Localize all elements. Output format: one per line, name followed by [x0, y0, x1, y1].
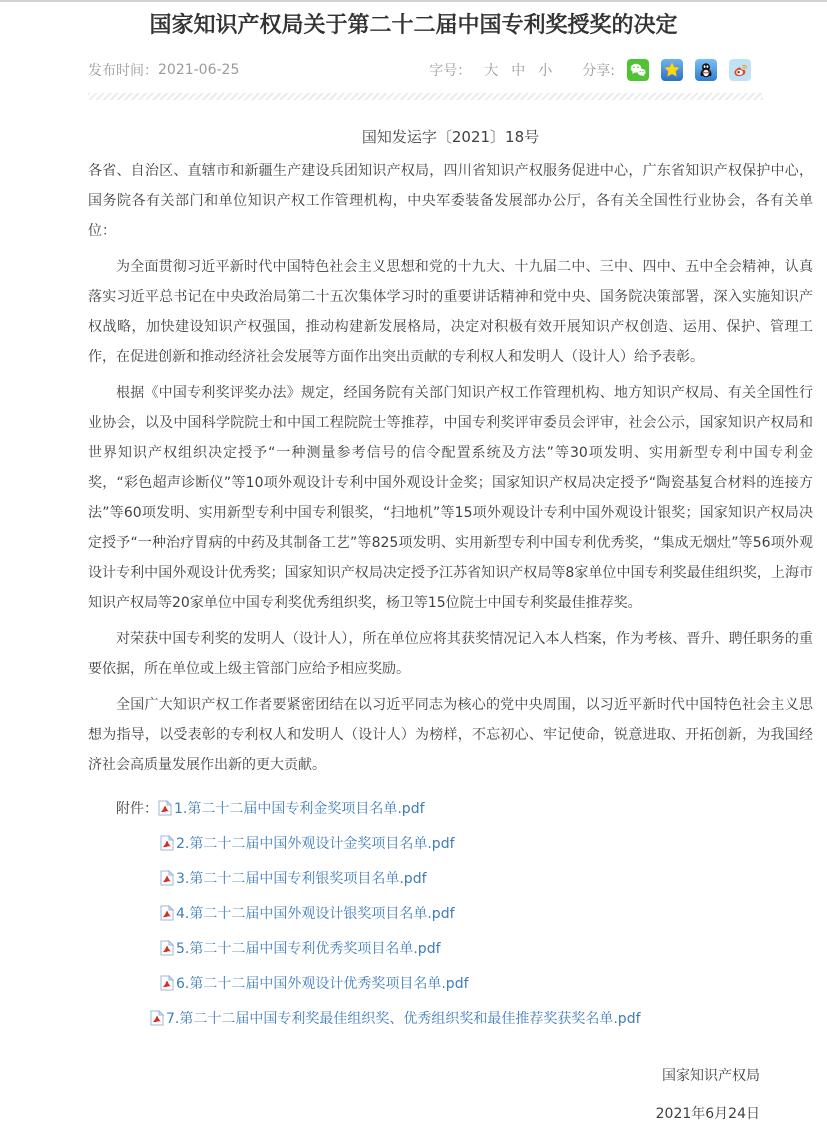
publish-time: [88, 60, 239, 80]
attachment-link-4[interactable]: 4.第二十二届中国外观设计银奖项目名单.pdf: [176, 905, 455, 922]
fontsize-label: 字号：: [429, 63, 472, 79]
pdf-file-icon: [160, 905, 174, 921]
attachment-row: [88, 895, 813, 930]
fontsize-large-button[interactable]: 大: [484, 63, 499, 79]
hatched-divider: [88, 93, 763, 100]
attachment-link-5[interactable]: 5.第二十二届中国专利优秀奖项目名单.pdf: [176, 940, 441, 957]
attachment-link-2[interactable]: 2.第二十二届中国外观设计金奖项目名单.pdf: [176, 835, 455, 852]
qq-share-icon[interactable]: [695, 59, 717, 81]
attachments-list: [88, 790, 813, 1035]
pdf-file-icon: [160, 940, 174, 956]
wechat-share-icon[interactable]: [627, 59, 649, 81]
signature-block: [0, 1061, 760, 1139]
signature-issuer: 国家知识产权局: [662, 1068, 760, 1084]
paragraph-addressees: 各省、自治区、直辖市和新疆生产建设兵团知识产权局，四川省知识产权服务促进中心，广东省知识产权保护中心，国务院各有关部门和单位知识产权工作管理机构，中央军委装备发展部办公厅，各有关全国性行业协会，各有关单位：: [88, 163, 813, 239]
attachment-row: [88, 965, 813, 1000]
paragraph-call-to-action: 全国广大知识产权工作者要紧密团结在以习近平同志为核心的党中央周围，以习近平新时代中国特色社会主义思想为指导，以受表彰的专利权人和发明人（设计人）为榜样，不忘初心、牢记使命，锐意进取、开拓创新，为我国经济社会高质量发展作出新的更大贡献。: [88, 697, 813, 773]
fontsize-medium-button[interactable]: 中: [511, 63, 526, 79]
weibo-share-icon[interactable]: [729, 59, 751, 81]
fontsize-small-button[interactable]: 小: [538, 63, 553, 79]
attachment-link-7[interactable]: 7.第二十二届中国专利奖最佳组织奖、优秀组织奖和最佳推荐奖获奖名单.pdf: [166, 1010, 641, 1027]
page-title: 国家知识产权局关于第二十二届中国专利奖授奖的决定: [149, 13, 678, 38]
attachment-row: [88, 860, 813, 895]
share-bar: [582, 59, 751, 81]
pdf-file-icon: [160, 835, 174, 851]
publish-time-label: 发布时间：: [88, 63, 158, 79]
document-number: 国知发运字〔2021〕18号: [361, 128, 540, 146]
publish-date: 2021-06-25: [158, 62, 240, 78]
attachment-row: [88, 790, 813, 825]
attachment-link-6[interactable]: 6.第二十二届中国外观设计优秀奖项目名单.pdf: [176, 975, 469, 992]
attachment-link-1[interactable]: 1.第二十二届中国专利金奖项目名单.pdf: [174, 800, 425, 817]
pdf-file-icon: [160, 975, 174, 991]
paragraph-award-decision: 根据《中国专利奖评奖办法》规定，经国务院有关部门知识产权工作管理机构、地方知识产权局、有关全国性行业协会，以及中国科学院院士和中国工程院院士等推荐，中国专利奖评审委员会评审，社会公示，国家知识产权局和世界知识产权组织决定授予“一种测量参考信号的信令配置系统及方法”等30项发明、实用新型专利中国专利金奖，“彩色超声诊断仪”等10项外观设计专利中国外观设计金奖；国家知识产权局决定授予“陶瓷基复合材料的连接方法”等60项发明、实用新型专利中国专利银奖，“扫地机”等15项外观设计专利中国外观设计银奖；国家知识产权局决定授予“一种治疗胃病的中药及其制备工艺”等825项发明、实用新型专利中国专利优秀奖，“集成无烟灶”等56项外观设计专利中国外观设计优秀奖；国家知识产权局决定授予江苏省知识产权局等8家单位中国专利奖最佳组织奖，上海市知识产权局等20家单位中国专利奖优秀组织奖，杨卫等15位院士中国专利奖最佳推荐奖。: [88, 385, 813, 611]
share-label: 分享:: [582, 63, 615, 79]
pdf-file-icon: [160, 870, 174, 886]
attachments-label: 附件：: [116, 800, 158, 817]
fontsize-control: [429, 60, 552, 80]
qzone-share-icon[interactable]: [661, 59, 683, 81]
attachment-link-3[interactable]: 3.第二十二届中国专利银奖项目名单.pdf: [176, 870, 427, 887]
pdf-file-icon: [158, 800, 172, 816]
article-body: [88, 122, 813, 1035]
attachment-row: [88, 930, 813, 965]
attachment-row: [88, 1000, 813, 1035]
top-border-line: [0, 0, 827, 2]
pdf-file-icon: [150, 1010, 164, 1026]
signature-date: 2021年6月24日: [655, 1106, 760, 1122]
attachment-row: [88, 825, 813, 860]
meta-bar: [88, 57, 751, 83]
paragraph-record-reward: 对荣获中国专利奖的发明人（设计人），所在单位应将其获奖情况记入本人档案，作为考核、晋升、聘任职务的重要依据，所在单位或上级主管部门应给予相应奖励。: [88, 631, 813, 677]
paragraph-preamble: 为全面贯彻习近平新时代中国特色社会主义思想和党的十九大、十九届二中、三中、四中、五中全会精神，认真落实习近平总书记在中央政治局第二十五次集体学习时的重要讲话精神和党中央、国务院决策部署，深入实施知识产权战略，加快建设知识产权强国，推动构建新发展格局，决定对积极有效开展知识产权创造、运用、保护、管理工作，在促进创新和推动经济社会发展等方面作出突出贡献的专利权人和发明人（设计人）给予表彰。: [88, 259, 813, 365]
